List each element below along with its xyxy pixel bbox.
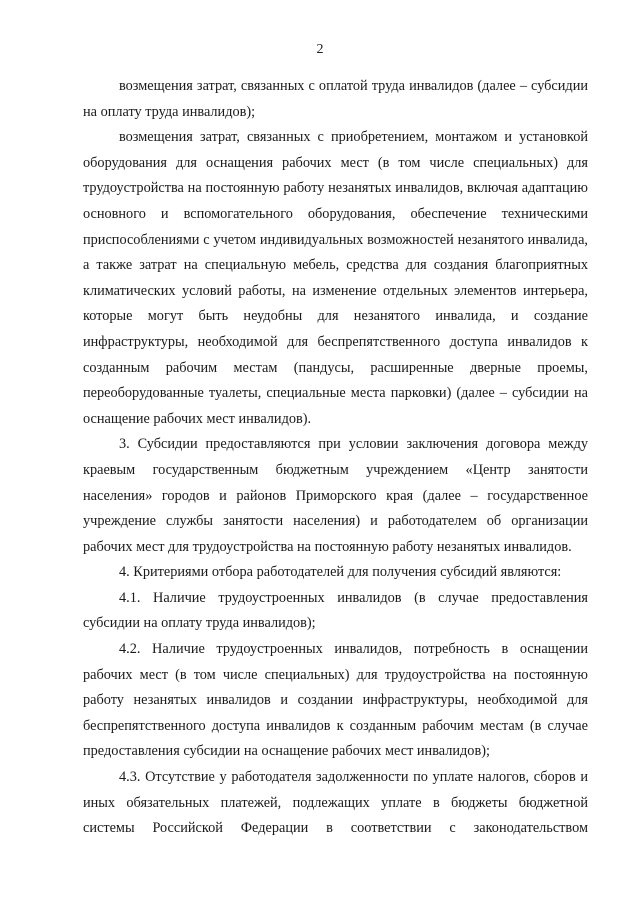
paragraph-criterion-4-3: 4.3. Отсутствие у работодателя задолженности по уплате налогов, сборов и иных обязательных платежей, подлежащих уплате в бюджеты бюджетной системы Российской Федерации в соответствии с законодательством [83, 769, 588, 837]
paragraph-selection-criteria: 4. Критериями отбора работодателей для получения субсидий являются: [119, 564, 562, 581]
paragraph-criterion-4-1: 4.1. Наличие трудоустроенных инвалидов (в случае предоставления субсидии на оплату труда инвалидов); [83, 589, 588, 632]
page-number: 2 [316, 42, 324, 57]
document-body [83, 74, 588, 842]
paragraph-subsidy-conditions: 3. Субсидии предоставляются при условии заключения договора между краевым государственным бюджетным учреждением «Центр занятости населения» городов и районов Приморского края (далее – государственное учреждение службы занятости населения) и работодателем об организации рабочих мест для трудоустройства на постоянную работу незанятых инвалидов. [83, 436, 588, 555]
paragraph-equipment-compensation: возмещения затрат, связанных с приобретением, монтажом и установкой оборудования для оснащения рабочих мест (в том числе специальных) для трудоустройства на постоянную работу незанятых инвалидов, включая адаптацию основного и вспомогательного оборудования, обеспечение техническими приспособлениями с учетом индивидуальных возможностей незанятого инвалида, а также затрат на специальную мебель, средства для создания благоприятных климатических условий работы, на изменение отдельных элементов интерьера, которые могут быть неудобны для незанятого инвалида, и создание инфраструктуры, необходимой для беспрепятственного доступа инвалидов к созданным рабочим местам (пандусы, расширенные дверные проемы, переоборудованные туалеты, специальные места парковки) (далее – субсидии на оснащение рабочих мест инвалидов). [83, 129, 588, 427]
paragraph-salary-compensation: возмещения затрат, связанных с оплатой труда инвалидов (далее – субсидии на оплату труда инвалидов); [83, 78, 588, 120]
paragraph-criterion-4-2: 4.2. Наличие трудоустроенных инвалидов, потребность в оснащении рабочих мест (в том числе специальных) для трудоустройства на постоянную работу незанятых инвалидов и создании инфраструктуры, необходимой для беспрепятственного доступа инвалидов к созданным рабочим местам (в случае предоставления субсидии на оснащение рабочих мест инвалидов); [83, 641, 588, 760]
